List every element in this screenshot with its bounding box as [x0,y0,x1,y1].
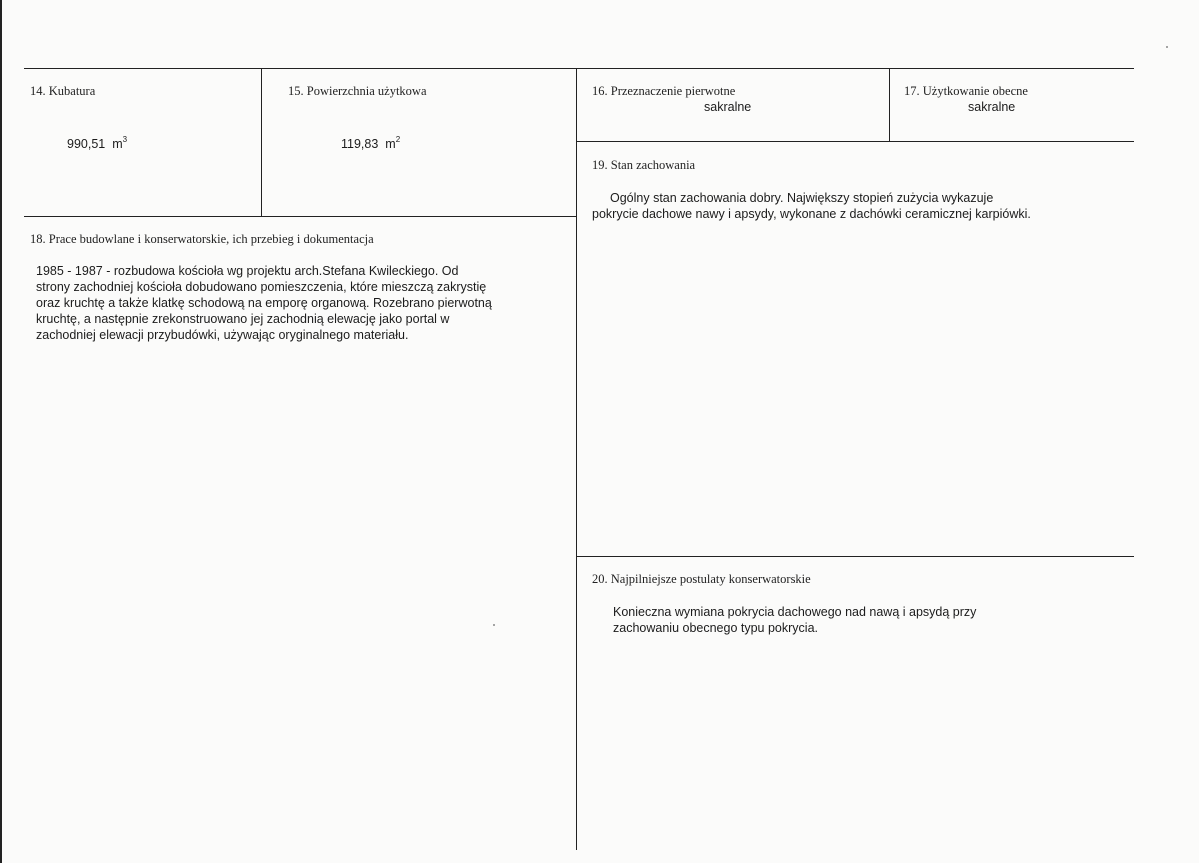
postulaty-line-2: zachowaniu obecnego typu pokrycia. [613,621,818,635]
kubatura-unit-exponent: 3 [122,135,128,144]
rule-under-14-15 [24,216,576,217]
stan-line-1: Ogólny stan zachowania dobry. Największy stopień zużycia wykazuje [610,191,994,205]
field-19-text [592,190,1132,222]
divider-16-17 [889,68,890,142]
top-rule [24,68,1134,69]
field-18-label: 18. Prace budowlane i konserwatorskie, ich przebieg i dokumentacja [30,232,374,246]
postulaty-line-1: Konieczna wymiana pokrycia dachowego nad nawą i apsydą przy [613,605,977,619]
field-19-label: 19. Stan zachowania [592,158,696,172]
field-20-label: 20. Najpilniejsze postulaty konserwatorskie [592,572,811,586]
powierzchnia-unit: m [385,137,396,151]
center-divider [576,68,577,850]
powierzchnia-unit-exponent: 2 [395,135,401,144]
kubatura-unit: m [112,137,123,151]
field-17-value: sakralne [968,100,1016,114]
prace-line-5: zachodniej elewacji przybudówki, używając oryginalnego materiału. [36,328,409,342]
prace-line-3: oraz kruchtę a także klatkę schodową na emporę organową. Rozebrano pierwotną [36,296,492,310]
prace-line-2: strony zachodniej kościoła dobudowano pomieszczenia, które mieszczą zakrystię [36,280,487,294]
stan-line-2: pokrycie dachowe nawy i apsydy, wykonane z dachówki ceramicznej karpiówki. [592,207,1031,221]
field-15-label: 15. Powierzchnia użytkowa [288,84,427,98]
field-16-value: sakralne [704,100,752,114]
powierzchnia-number: 119,83 [341,137,379,151]
field-20-text [613,604,1133,636]
divider-14-15 [261,68,262,216]
field-16-label: 16. Przeznaczenie pierwotne [592,84,736,98]
prace-line-4: kruchtę, a następnie zrekonstruowano jej zachodnią elewację jako portal w [36,312,450,326]
field-14-label: 14. Kubatura [30,84,96,98]
scan-speck [493,624,495,626]
prace-line-1: 1985 - 1987 - rozbudowa kościoła wg projektu arch.Stefana Kwileckiego. Od [36,264,459,278]
kubatura-number: 990,51 [67,137,106,151]
field-15-value [341,135,400,151]
scan-speck [1166,46,1168,48]
field-14-value [67,135,127,151]
field-17-label: 17. Użytkowanie obecne [904,84,1028,98]
rule-under-16-17 [576,141,1134,142]
page-edge-line [0,0,2,863]
rule-above-20 [576,556,1134,557]
field-18-text [36,263,566,343]
